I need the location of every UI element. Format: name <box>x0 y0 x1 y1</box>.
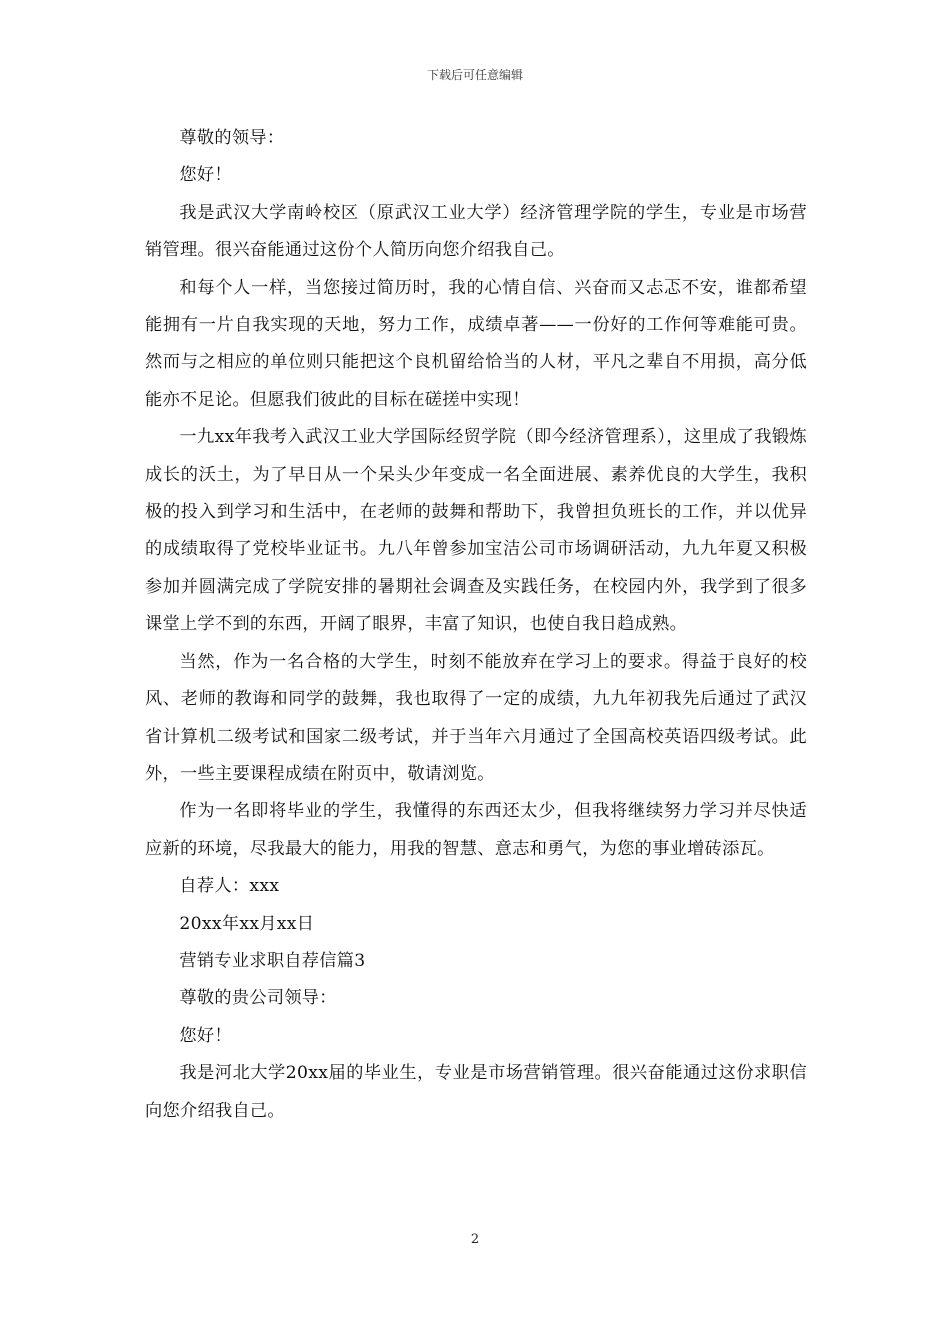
body-paragraph-intro: 我是武汉大学南岭校区（原武汉工业大学）经济管理学院的学生，专业是市场营销管理。很兴奋能通过这份个人简历向您介绍我自己。 <box>145 202 807 261</box>
salutation: 尊敬的领导： <box>179 128 285 148</box>
greeting: 您好！ <box>179 165 232 186</box>
body-paragraph-experience: 一九xx年我考入武汉工业大学国际经贸学院（即今经济管理系），这里成了我锻炼成长的沃土，为了早日从一个呆头少年变成一名全面进展、素养优良的大学生，我积极的投入到学习和生活中，在老师的鼓舞和帮助下，我曾担负班长的工作，并以优异的成绩取得了党校毕业证书。九八年曾参加宝洁公司市场调研活动，九九年夏又积极参加并圆满完成了学院安排的暑期社会调查及实践任务，在校园内外，我学到了很多课堂上学不到的东西，开阔了眼界，丰富了知识，也使自我日趋成熟。 <box>145 427 807 635</box>
body-paragraph-feelings: 和每个人一样，当您接过简历时，我的心情自信、兴奋而又忐忑不安，谁都希望能拥有一片自我实现的天地，努力工作，成绩卓著——一份好的工作何等难能可贵。然而与之相应的单位则只能把这个良机留给恰当的人材，平凡之辈自不用损，高分低能亦不足论。但愿我们彼此的目标在磋搓中实现！ <box>145 277 807 410</box>
section-title: 营销专业求职自荐信篇3 <box>179 950 366 971</box>
page-header-note: 下载后可任意编辑 <box>426 68 523 82</box>
salutation-2: 尊敬的贵公司领导： <box>179 988 337 1009</box>
greeting-2: 您好！ <box>179 1025 232 1046</box>
signature-line: 自荐人：xxx <box>179 876 280 897</box>
body-paragraph-achievements: 当然，作为一名合格的大学生，时刻不能放弃在学习上的要求。得益于良好的校风、老师的教诲和同学的鼓舞，我也取得了一定的成绩，九九年初我先后通过了武汉省计算机二级考试和国家二级考试，并于当年六月通过了全国高校英语四级考试。此外，一些主要课程成绩在附页中，敬请浏览。 <box>145 651 807 784</box>
date-line: 20xx年xx月xx日 <box>179 913 315 934</box>
body-paragraph-closing: 作为一名即将毕业的学生，我懂得的东西还太少，但我将继续努力学习并尽快适应新的环境，尽我最大的能力，用我的智慧、意志和勇气，为您的事业增砖添瓦。 <box>145 801 807 859</box>
document-body <box>145 120 807 1130</box>
page-number: 2 <box>470 1232 480 1247</box>
body-paragraph-intro-2: 我是河北大学20xx届的毕业生，专业是市场营销管理。很兴奋能通过这份求职信向您介绍我自己。 <box>145 1063 807 1121</box>
